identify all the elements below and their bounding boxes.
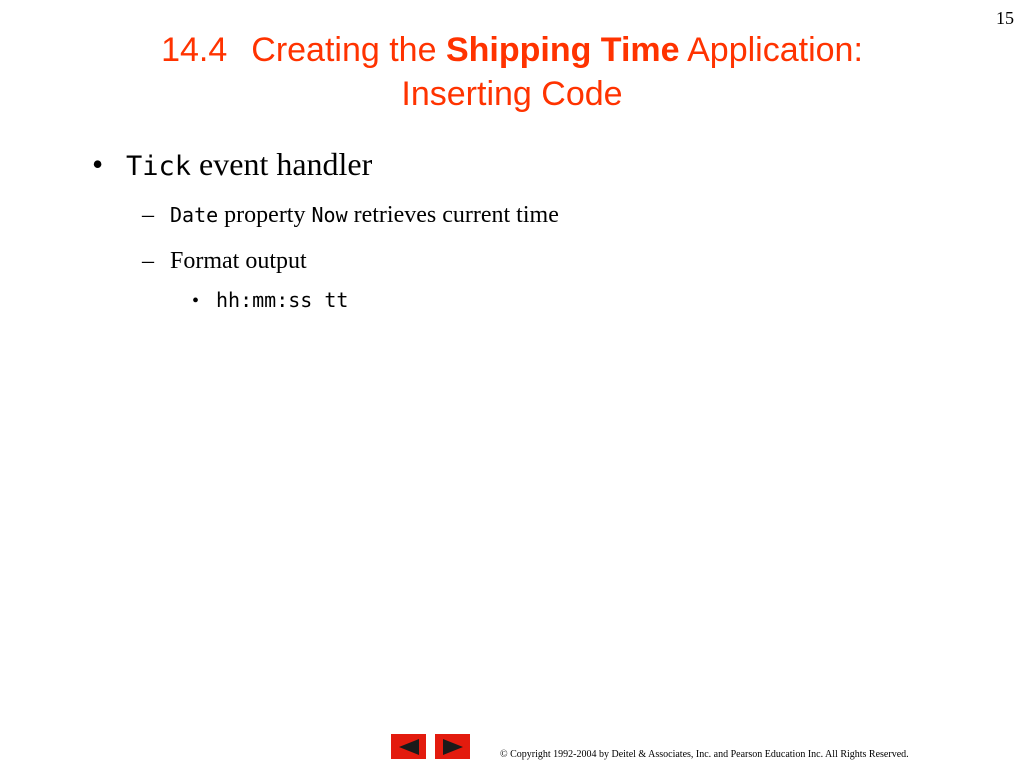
slide-navigation: [391, 734, 470, 759]
bullet-tick-handler: [92, 146, 372, 183]
bullet-marker: •: [192, 290, 200, 312]
sub-bullet-text: property: [218, 202, 312, 228]
title-line2: Inserting Code: [401, 75, 623, 113]
copyright-notice: © Copyright 1992-2004 by Deitel & Associates, Inc. and Pearson Education Inc. All Rights Reserved.: [500, 749, 909, 760]
right-arrow-icon: [441, 738, 465, 756]
left-arrow-icon: [397, 738, 421, 756]
slide-number: 15: [996, 8, 1014, 28]
title-prefix: Creating the: [251, 31, 446, 69]
slide-title: [80, 28, 944, 116]
dash-marker: –: [142, 202, 154, 228]
next-slide-button[interactable]: [435, 734, 470, 759]
section-number: 14.4: [161, 31, 228, 69]
code-now: Now: [311, 203, 348, 227]
code-date: Date: [170, 203, 219, 227]
dash-marker: –: [142, 248, 154, 274]
previous-slide-button[interactable]: [391, 734, 426, 759]
bullet-text: event handler: [191, 146, 373, 182]
sub-bullet-text: Format output: [170, 248, 307, 274]
code-format-string: hh:mm:ss tt: [216, 288, 349, 312]
sub-sub-bullet-format: [192, 288, 348, 313]
bullet-marker: •: [92, 146, 104, 182]
sub-bullet-date-now: [142, 202, 559, 229]
title-bold: Shipping Time: [445, 31, 680, 69]
sub-bullet-format-output: [142, 248, 307, 275]
code-tick: Tick: [126, 151, 192, 182]
title-suffix: Application:: [679, 31, 863, 69]
sub-bullet-text: retrieves current time: [347, 202, 559, 228]
